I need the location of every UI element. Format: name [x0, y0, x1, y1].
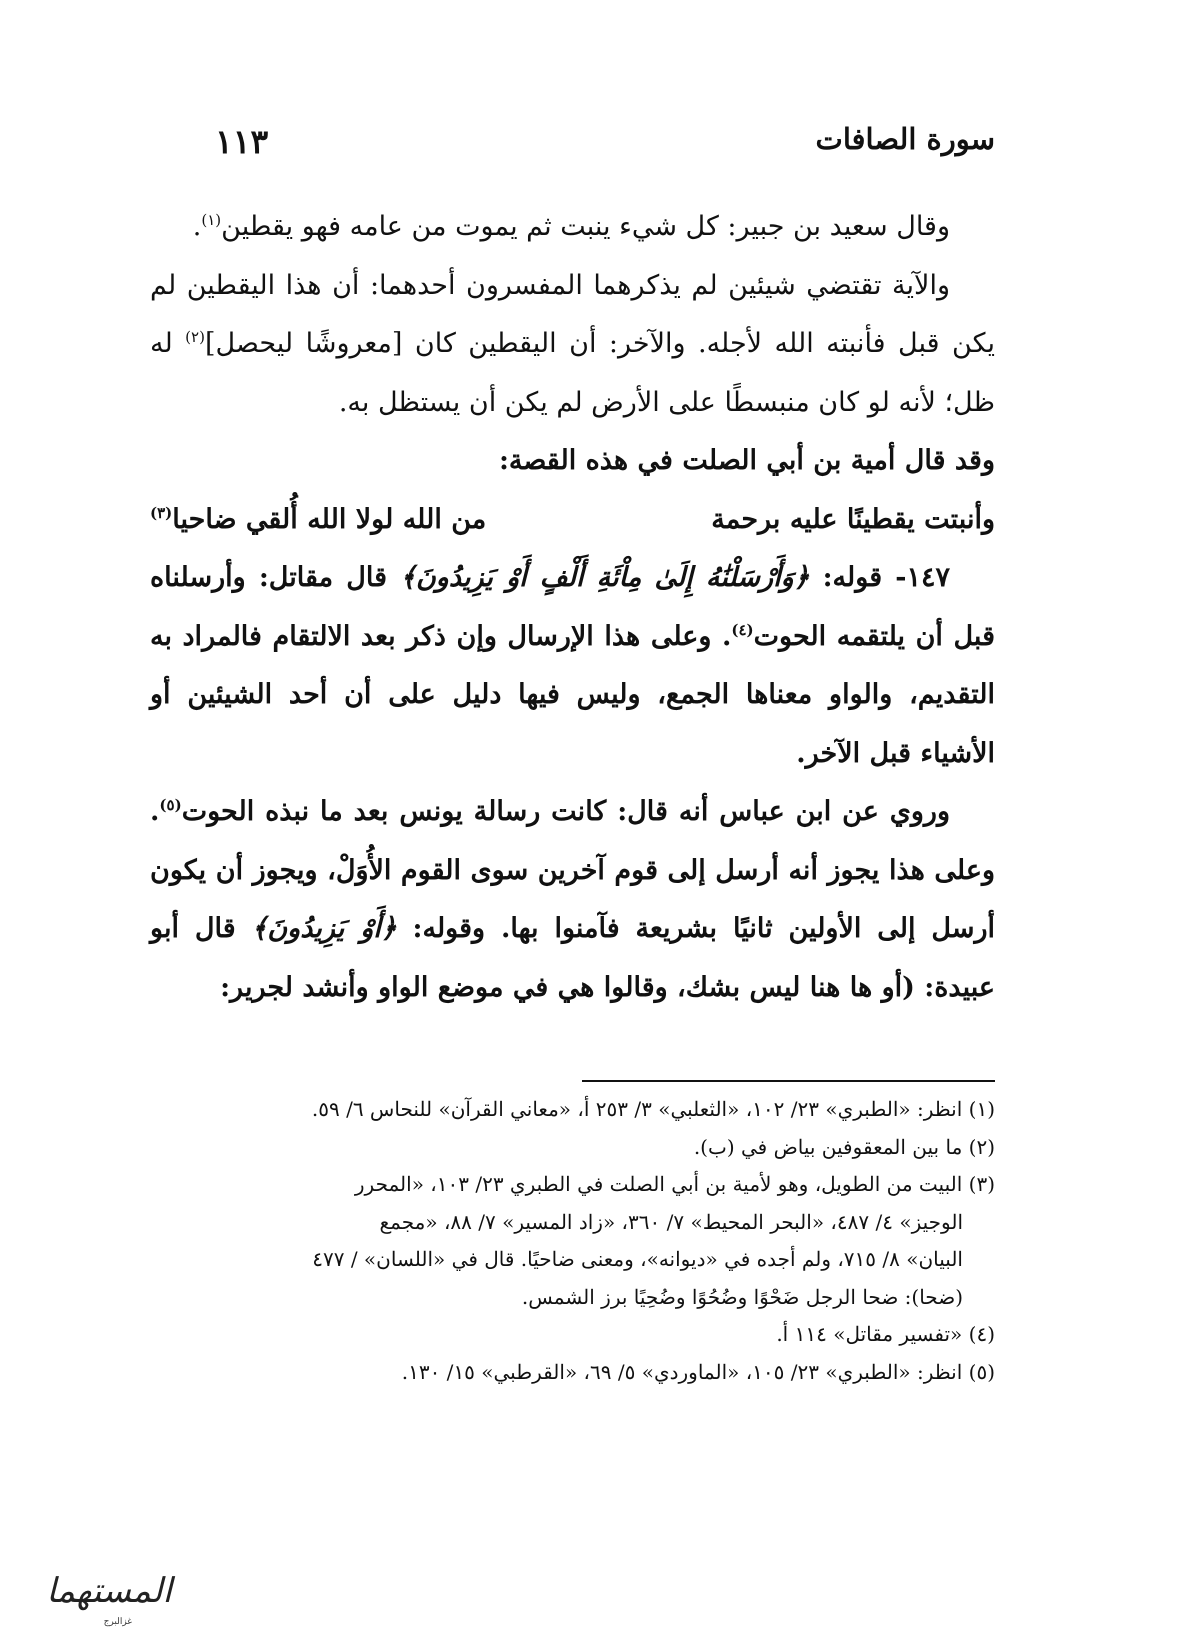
- footnote-ref-2: (٢): [185, 328, 205, 346]
- paragraph-5-text-end: قال أبو عبيدة: (أو ها هنا ليس بشك، وقالوا هي في موضع الواو وأنشد لجرير:: [150, 913, 995, 1003]
- paragraph-5-text: وروي عن ابن عباس أنه قال: كانت رسالة يونس بعد ما نبذه الحوت: [181, 796, 950, 827]
- paragraph-2: [150, 257, 995, 433]
- paragraph-2-text-end: له ظل؛ لأنه لو كان منبسطًا على الأرض لم يكن أن يستظل به.: [150, 328, 995, 418]
- surah-title: سورة الصافات: [815, 122, 995, 156]
- verse-first-hemistich: وأنبتت يقطينًا عليه برحمة: [711, 503, 995, 535]
- main-text: [150, 198, 995, 1017]
- paragraph-2-text: والآية تقتضي شيئين لم يذكرهما المفسرون أحدهما: أن هذا اليقطين لم يكن قبل فأنبته الله لأجله. والآخر: أن اليقطين كان [معروشًا ليحصل]: [150, 269, 995, 359]
- paragraph-1-text: وقال سعيد بن جبير: كل شيء ينبت ثم يموت من عامه فهو يقطين: [221, 211, 950, 242]
- paragraph-4: [150, 549, 995, 783]
- verse-number-147: ١٤٧- قوله:: [809, 562, 950, 593]
- page-header: [205, 122, 995, 172]
- footnotes: [150, 1091, 995, 1391]
- footnote-3: (٣) البيت من الطويل، وهو لأمية بن أبي الصلت في الطبري ٢٣/ ١٠٣، «المحرر: [354, 1172, 995, 1196]
- publisher-watermark-logo: [22, 1560, 182, 1632]
- quran-quote-1: ﴿وَأَرْسَلْنَٰهُ إِلَىٰ مِاْئَةِ أَلْفٍ أَوْ يَزِيدُونَ﴾: [400, 562, 810, 593]
- footnote-ref-4: (٤): [731, 620, 754, 639]
- paragraph-4-text: قال مقاتل: وأرسلناه قبل أن يلتقمه الحوت: [150, 562, 995, 652]
- footnote-4: (٤) «تفسير مقاتل» ١١٤ أ.: [776, 1322, 995, 1346]
- quran-quote-2: ﴿أَوْ يَزِيدُونَ﴾: [251, 913, 397, 944]
- footnote-ref-5: (٥): [159, 796, 182, 814]
- footnote-3-line-3: البيان» ٨/ ٧١٥، ولم أجده في «ديوانه»، ومعنى ضاحيًا. قال في «اللسان» / ٤٧٧: [312, 1247, 963, 1271]
- verse-second-hemistich: [150, 491, 486, 550]
- watermark-main-text: المستهما: [46, 1571, 172, 1611]
- footnote-2: (٢) ما بين المعقوفين بياض في (ب).: [693, 1134, 995, 1159]
- paragraph-1-end: .: [192, 211, 202, 242]
- footnote-5: (٥) انظر: «الطبري» ٢٣/ ١٠٥، «الماوردي» ٥/ ٦٩، «القرطبي» ١٥/ ١٣٠.: [401, 1359, 995, 1384]
- watermark-sub-text: غزالبرج: [103, 1617, 132, 1627]
- footnote-3-line-4: (ضحا): ضحا الرجل ضَحْوًا وضُحُوًا وضُحِيًا برز الشمس.: [521, 1284, 963, 1309]
- paragraph-3: وقد قال أمية بن أبي الصلت في هذه القصة:: [498, 445, 995, 476]
- paragraph-5-text-mid: . وعلى هذا يجوز أنه أرسل إلى قوم آخرين سوى القوم الأُوَلْ، ويجوز أن يكون أرسل إلى الأولين ثانيًا بشريعة فآمنوا بها. وقوله:: [150, 796, 996, 944]
- footnote-1: (١) انظر: «الطبري» ٢٣/ ١٠٢، «الثعلبي» ٣/ ٢٥٣ أ، «معاني القرآن» للنحاس ٦/ ٥٩.: [311, 1097, 995, 1121]
- footnote-ref-3: (٣): [150, 503, 173, 522]
- poetry-verse: [150, 491, 995, 550]
- verse-second-text: من الله لولا الله أُلقي ضاحيا: [172, 503, 487, 535]
- paragraph-1: [150, 198, 995, 257]
- page-number: ١١٣: [215, 122, 269, 161]
- paragraph-5: [150, 783, 995, 1017]
- footnote-ref-1: (١): [201, 211, 222, 229]
- paragraph-4-text-end: . وعلى هذا الإرسال وإن ذكر بعد الالتقام فالمراد به التقديم، والواو معناها الجمع، وليس فيها دليل على أن أحد الشيئين أو الأشياء قبل الآخر.: [150, 620, 995, 769]
- footnote-divider: [582, 1080, 995, 1082]
- footnote-3-line-2: الوجيز» ٤/ ٤٨٧، «البحر المحيط» ٧/ ٣٦٠، «زاد المسير» ٧/ ٨٨، «مجمع: [379, 1209, 963, 1234]
